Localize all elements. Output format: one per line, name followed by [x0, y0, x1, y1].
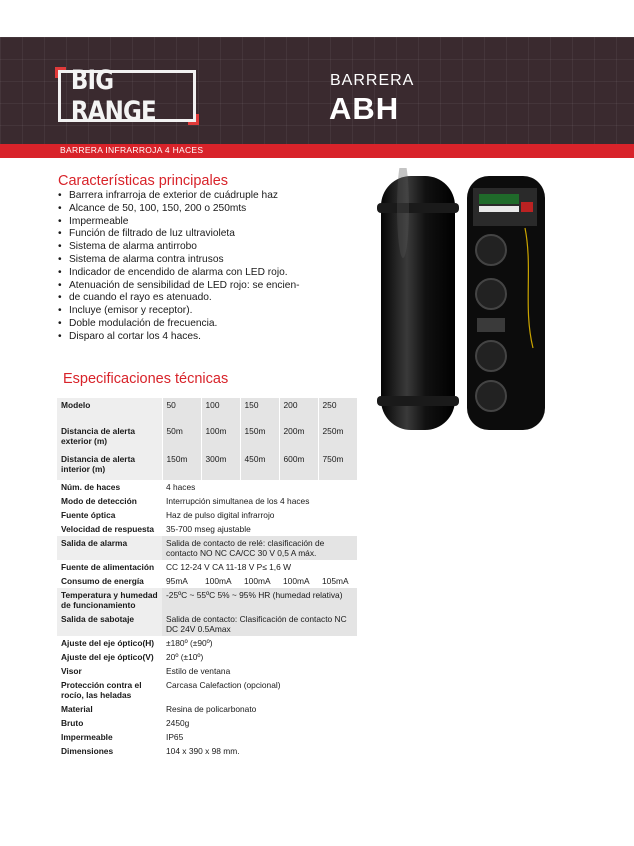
table-row [57, 508, 357, 522]
row-label: Modo de detección [57, 494, 162, 508]
table-row [57, 536, 357, 560]
big-range-logo [58, 65, 196, 127]
row-label: Fuente óptica [57, 508, 162, 522]
cell: 35-700 mseg ajustable [162, 522, 357, 536]
subtitle-bar [0, 144, 634, 158]
cell: 100 [201, 398, 240, 424]
feature-item: • Sistema de alarma antirrobo [57, 241, 300, 254]
row-label: Modelo [57, 398, 162, 424]
cell: 250m [318, 424, 357, 452]
table-row [57, 494, 357, 508]
table-row [57, 650, 357, 664]
cell: Salida de contacto: Clasificación de contacto NC DC 24V 0.5Amax [162, 612, 357, 636]
cell: 50 [162, 398, 201, 424]
cell: 100mA [279, 574, 318, 588]
row-label: Ajuste del eje óptico(H) [57, 636, 162, 650]
table-row [57, 560, 357, 574]
row-label: Velocidad de respuesta [57, 522, 162, 536]
table-row [57, 480, 357, 494]
cell: 2450g [162, 716, 357, 730]
row-label: Bruto [57, 716, 162, 730]
feature-item: • Función de filtrado de luz ultravioleta [57, 228, 300, 241]
cell: 300m [201, 452, 240, 480]
cell: Resina de policarbonato [162, 702, 357, 716]
feature-item: • Impermeable [57, 216, 300, 229]
cell: 105mA [318, 574, 357, 588]
table-row [57, 636, 357, 650]
features-title: Características principales [58, 173, 229, 189]
table-row [57, 678, 357, 702]
row-label: Salida de sabotaje [57, 612, 162, 636]
cell: 95mA [162, 574, 201, 588]
row-label: Salida de alarma [57, 536, 162, 560]
subtitle-text: BARRERA INFRARROJA 4 HACES [60, 145, 204, 155]
feature-item: • Disparo al cortar los 4 haces. [57, 331, 300, 344]
row-label: Material [57, 702, 162, 716]
cell: IP65 [162, 730, 357, 744]
cell: Estilo de ventana [162, 664, 357, 678]
row-label: Dimensiones [57, 744, 162, 758]
table-row [57, 730, 357, 744]
logo-corner-accent [188, 114, 199, 125]
cell: 100mA [240, 574, 279, 588]
feature-item: • Barrera infrarroja de exterior de cuádruple haz [57, 190, 300, 203]
specs-table [57, 398, 357, 758]
table-row [57, 588, 357, 612]
row-label: Fuente de alimentación [57, 560, 162, 574]
cell: 200 [279, 398, 318, 424]
product-line: BARRERA [330, 72, 415, 89]
feature-item: • Sistema de alarma contra intrusos [57, 254, 300, 267]
row-label: Consumo de energía [57, 574, 162, 588]
features-list [57, 190, 300, 344]
feature-item: • de cuando el rayo es atenuado. [57, 292, 300, 305]
table-row [57, 612, 357, 636]
row-label: Núm. de haces [57, 480, 162, 494]
cell: 150m [240, 424, 279, 452]
table-row [57, 522, 357, 536]
table-row [57, 664, 357, 678]
row-label: Impermeable [57, 730, 162, 744]
logo-corner-accent [55, 67, 66, 78]
row-label: Ajuste del eje óptico(V) [57, 650, 162, 664]
cell: 100mA [201, 574, 240, 588]
row-label: Distancia de alerta exterior (m) [57, 424, 162, 452]
cell: 450m [240, 452, 279, 480]
cell: Interrupción simultanea de los 4 haces [162, 494, 357, 508]
feature-item: • Alcance de 50, 100, 150, 200 o 250mts [57, 203, 300, 216]
row-label: Distancia de alerta interior (m) [57, 452, 162, 480]
table-row [57, 744, 357, 758]
cell: 250 [318, 398, 357, 424]
table-row [57, 716, 357, 730]
cell: 50m [162, 424, 201, 452]
feature-item: • Incluye (emisor y receptor). [57, 305, 300, 318]
feature-item: • Indicador de encendido de alarma con LED rojo. [57, 267, 300, 280]
cell: 4 haces [162, 480, 357, 494]
cell: 20º (±10º) [162, 650, 357, 664]
product-name: ABH [329, 91, 400, 126]
cell: 200m [279, 424, 318, 452]
table-row [57, 398, 357, 424]
logo-text: BIG RANGE [70, 65, 156, 127]
row-label: Visor [57, 664, 162, 678]
cell: 150 [240, 398, 279, 424]
row-label: Temperatura y humedad de funcionamiento [57, 588, 162, 612]
cell: 100m [201, 424, 240, 452]
table-row [57, 574, 357, 588]
row-label: Protección contra el rocío, las heladas [57, 678, 162, 702]
cell: CC 12-24 V CA 11-18 V P≤ 1,6 W [162, 560, 357, 574]
cell: ±180º (±90º) [162, 636, 357, 650]
table-row [57, 452, 357, 480]
cell: Salida de contacto de relé: clasificación de contacto NO NC CA/CC 30 V 0,5 A máx. [162, 536, 357, 560]
cell: 150m [162, 452, 201, 480]
feature-item: • Doble modulación de frecuencia. [57, 318, 300, 331]
cell: 750m [318, 452, 357, 480]
product-photo [373, 168, 549, 434]
cell: Haz de pulso digital infrarrojo [162, 508, 357, 522]
cell: 600m [279, 452, 318, 480]
specs-title: Especificaciones técnicas [63, 371, 229, 387]
cell: 104 x 390 x 98 mm. [162, 744, 357, 758]
table-row [57, 702, 357, 716]
cell: -25ºC ~ 55ºC 5% ~ 95% HR (humedad relativa) [162, 588, 357, 612]
feature-item: • Atenuación de sensibilidad de LED rojo: se encien- [57, 280, 300, 293]
table-row [57, 424, 357, 452]
cell: Carcasa Calefaction (opcional) [162, 678, 357, 702]
